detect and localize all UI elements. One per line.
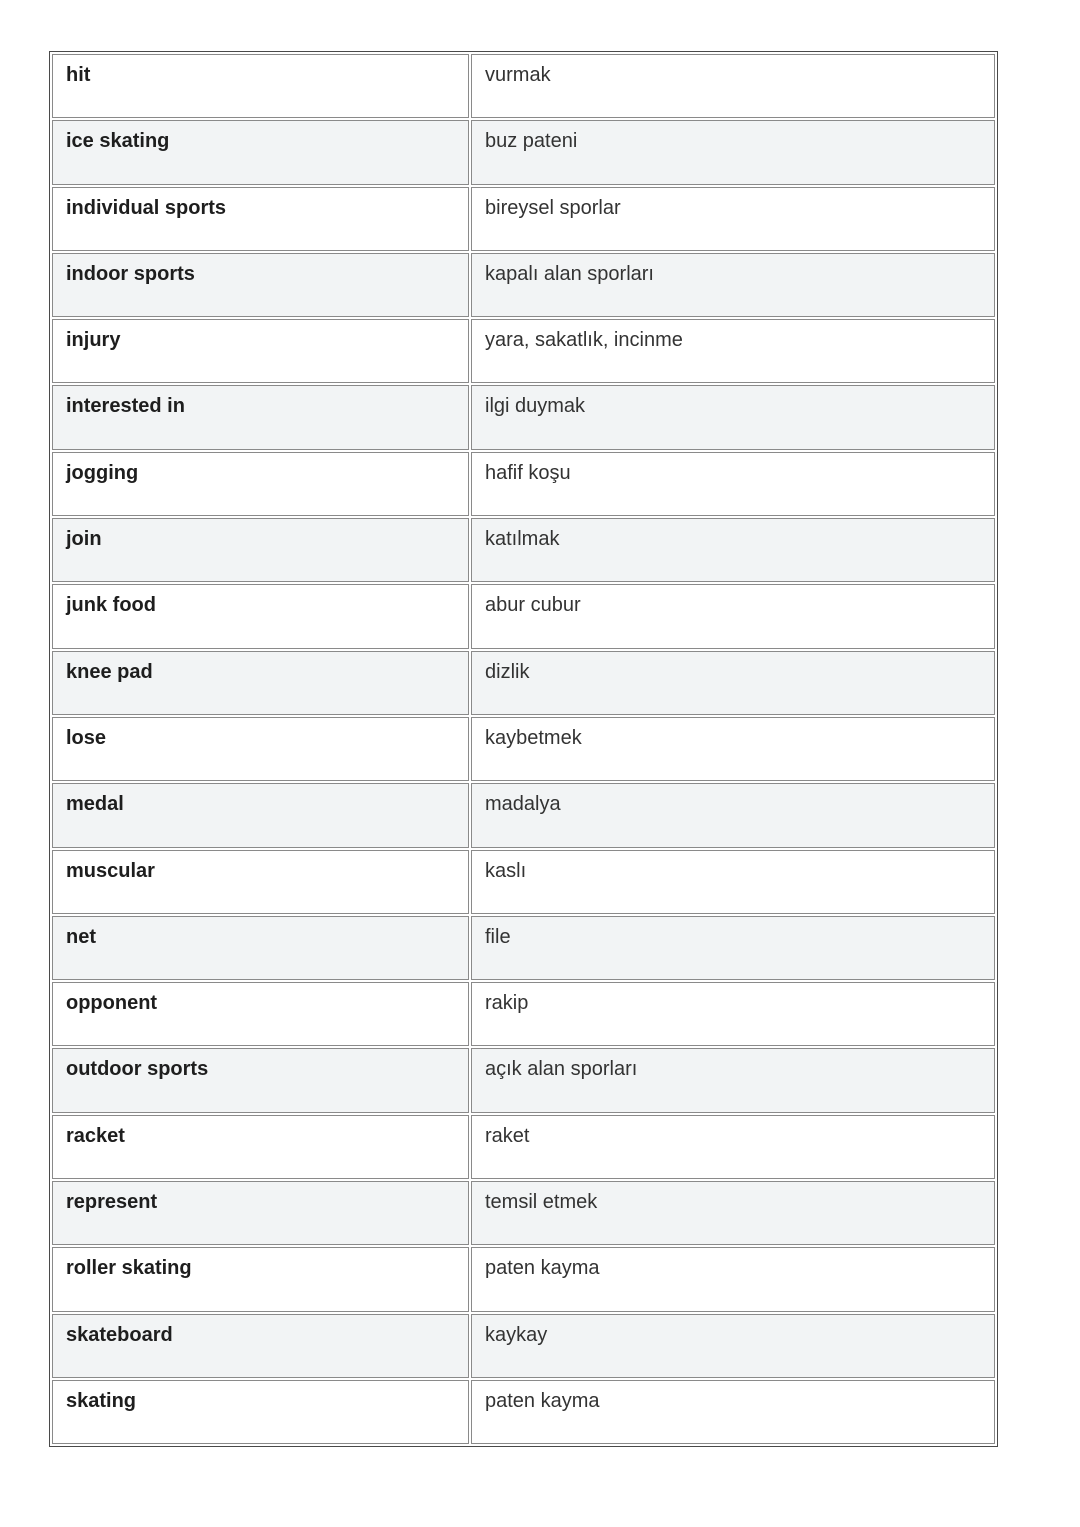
table-row	[51, 583, 996, 649]
meaning-cell: ilgi duymak	[471, 385, 995, 449]
vocabulary-table	[49, 51, 998, 1447]
term-cell: interested in	[52, 385, 469, 449]
table-row	[51, 318, 996, 384]
meaning-cell: kaybetmek	[471, 717, 995, 781]
term-cell: ice skating	[52, 120, 469, 184]
term-cell: injury	[52, 319, 469, 383]
term-cell: opponent	[52, 982, 469, 1046]
table-row	[51, 1114, 996, 1180]
meaning-cell: rakip	[471, 982, 995, 1046]
meaning-cell: yara, sakatlık, incinme	[471, 319, 995, 383]
term-cell: roller skating	[52, 1247, 469, 1311]
term-cell: outdoor sports	[52, 1048, 469, 1112]
table-row	[51, 384, 996, 450]
term-cell: skateboard	[52, 1314, 469, 1378]
table-row	[51, 252, 996, 318]
table-row	[51, 119, 996, 185]
meaning-cell: kapalı alan sporları	[471, 253, 995, 317]
table-row	[51, 981, 996, 1047]
table-row	[51, 53, 996, 119]
meaning-cell: temsil etmek	[471, 1181, 995, 1245]
term-cell: junk food	[52, 584, 469, 648]
table-row	[51, 1180, 996, 1246]
term-cell: join	[52, 518, 469, 582]
meaning-cell: kaykay	[471, 1314, 995, 1378]
meaning-cell: kaslı	[471, 850, 995, 914]
meaning-cell: bireysel sporlar	[471, 187, 995, 251]
table-row	[51, 186, 996, 252]
table-row	[51, 849, 996, 915]
table-row	[51, 517, 996, 583]
meaning-cell: madalya	[471, 783, 995, 847]
meaning-cell: katılmak	[471, 518, 995, 582]
term-cell: represent	[52, 1181, 469, 1245]
term-cell: lose	[52, 717, 469, 781]
meaning-cell: file	[471, 916, 995, 980]
meaning-cell: paten kayma	[471, 1380, 995, 1444]
term-cell: net	[52, 916, 469, 980]
term-cell: skating	[52, 1380, 469, 1444]
table-row	[51, 782, 996, 848]
meaning-cell: abur cubur	[471, 584, 995, 648]
table-row	[51, 1379, 996, 1445]
meaning-cell: vurmak	[471, 54, 995, 118]
term-cell: indoor sports	[52, 253, 469, 317]
table-row	[51, 451, 996, 517]
term-cell: individual sports	[52, 187, 469, 251]
term-cell: hit	[52, 54, 469, 118]
term-cell: muscular	[52, 850, 469, 914]
table-row	[51, 1047, 996, 1113]
meaning-cell: paten kayma	[471, 1247, 995, 1311]
table-row	[51, 716, 996, 782]
table-row	[51, 650, 996, 716]
meaning-cell: raket	[471, 1115, 995, 1179]
term-cell: medal	[52, 783, 469, 847]
term-cell: knee pad	[52, 651, 469, 715]
meaning-cell: açık alan sporları	[471, 1048, 995, 1112]
term-cell: racket	[52, 1115, 469, 1179]
meaning-cell: dizlik	[471, 651, 995, 715]
table-row	[51, 915, 996, 981]
meaning-cell: hafif koşu	[471, 452, 995, 516]
table-row	[51, 1313, 996, 1379]
table-row	[51, 1246, 996, 1312]
meaning-cell: buz pateni	[471, 120, 995, 184]
term-cell: jogging	[52, 452, 469, 516]
